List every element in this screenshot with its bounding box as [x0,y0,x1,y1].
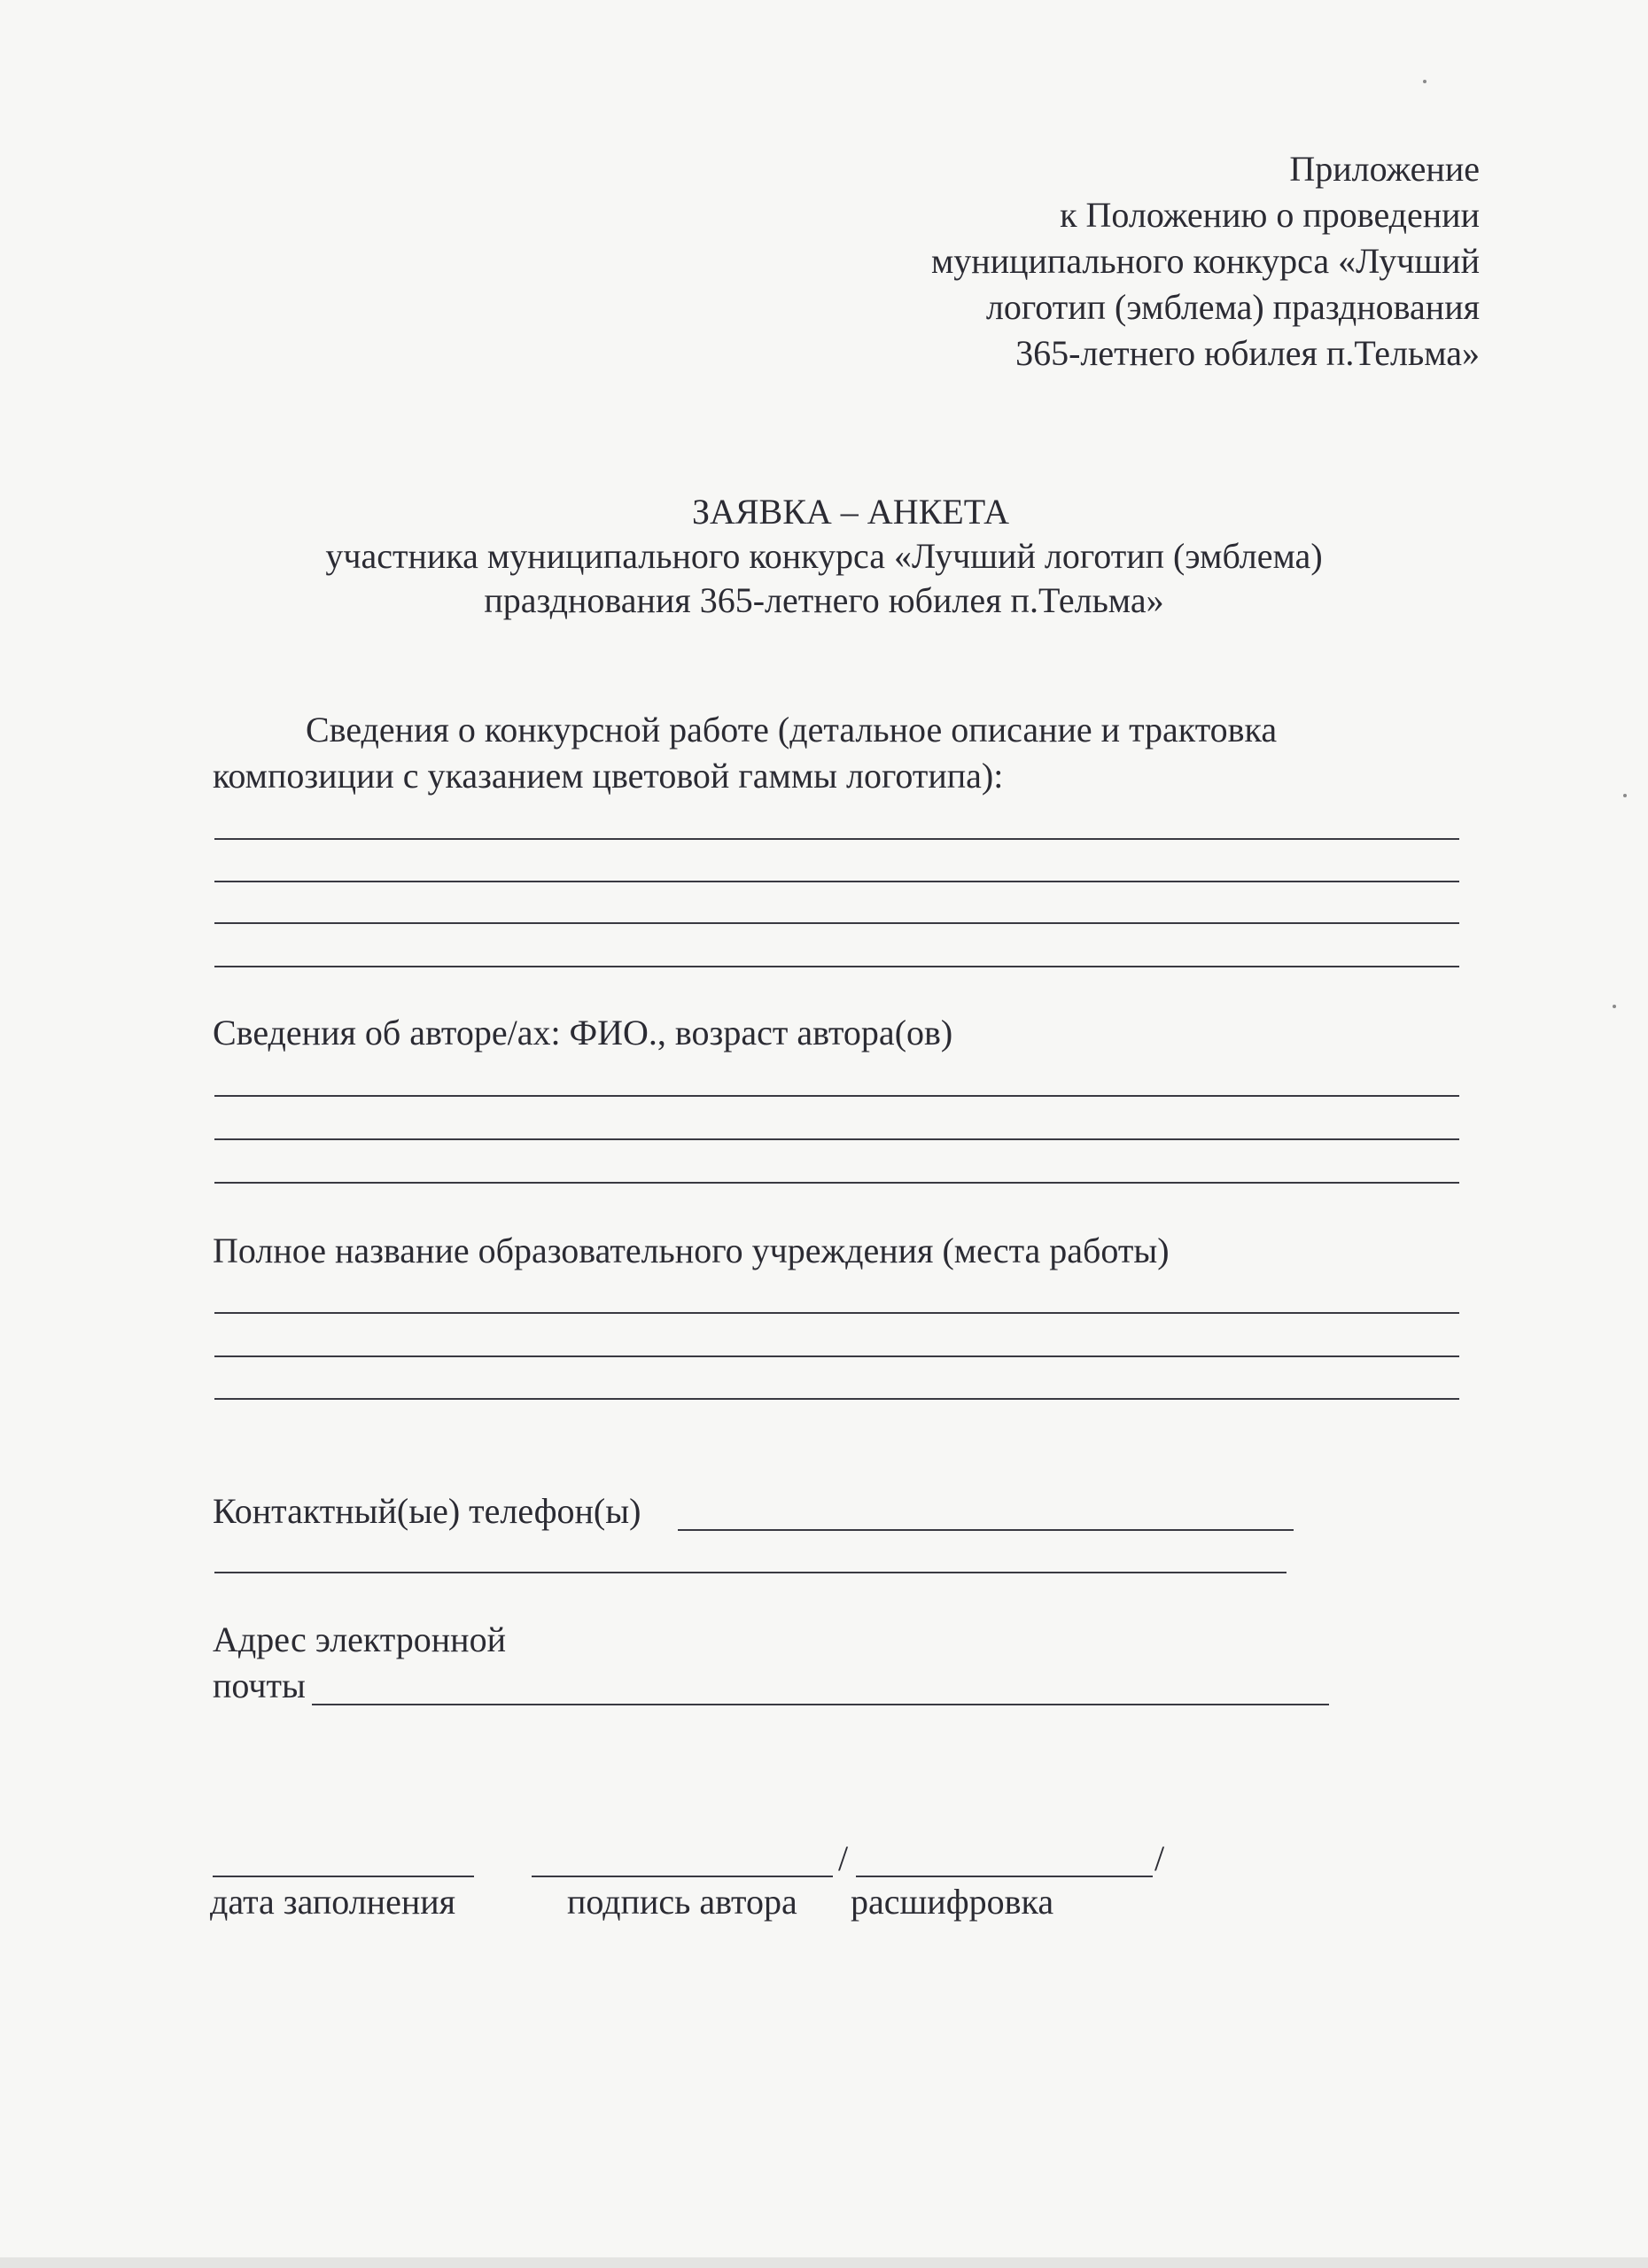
appendix-line: муниципального конкурса «Лучший [930,241,1480,281]
form-subtitle-line: участника муниципального конкурса «Лучший логотип (эмблема) [325,536,1323,576]
contact-phone-label: Контактный(ые) телефон(ы) [213,1491,641,1531]
contact-phone-line[interactable] [678,1529,1294,1531]
scan-bottom-edge [0,2257,1648,2268]
scan-speck [1623,794,1627,797]
scan-speck [1613,1005,1616,1008]
date-line[interactable] [213,1876,474,1877]
author-info-line[interactable] [214,1138,1459,1140]
institution-line[interactable] [214,1355,1459,1357]
email-label: Адрес электронной [213,1619,506,1659]
work-description-line[interactable] [214,966,1459,967]
work-section-label: Сведения о конкурсной работе (детальное описание и трактовка [306,710,1278,750]
contact-phone-line[interactable] [214,1572,1287,1573]
decoding-caption: расшифровка [851,1882,1054,1922]
author-info-line[interactable] [214,1182,1459,1184]
author-info-line[interactable] [214,1095,1459,1097]
scan-speck [1423,80,1426,83]
work-description-line[interactable] [214,922,1459,924]
decoding-line[interactable] [856,1876,1153,1877]
institution-section-label: Полное название образовательного учреждения (места работы) [213,1231,1170,1270]
appendix-note [931,146,1480,377]
appendix-line: к Положению о проведении [1060,195,1480,235]
institution-line[interactable] [214,1312,1459,1314]
author-section-label: Сведения об авторе/ах: ФИО., возраст автора(ов) [213,1013,953,1052]
work-section-label: композиции с указанием цветовой гаммы логотипа): [213,756,1004,796]
signature-line[interactable] [532,1876,833,1877]
institution-line[interactable] [214,1398,1459,1400]
signature-separator: / [1154,1838,1165,1878]
date-caption: дата заполнения [210,1882,456,1922]
appendix-line: 365-летнего юбилея п.Тельма» [1015,333,1480,373]
email-label: почты [213,1666,306,1705]
signature-caption: подпись автора [567,1882,797,1922]
signature-separator: / [838,1838,849,1878]
work-description-line[interactable] [214,838,1459,840]
work-description-line[interactable] [214,881,1459,882]
appendix-line: Приложение [1289,149,1480,189]
email-line[interactable] [312,1704,1329,1705]
form-title: ЗАЯВКА – АНКЕТА [691,492,1010,532]
form-heading [0,490,1648,623]
form-subtitle-line: празднования 365-летнего юбилея п.Тельма» [484,580,1164,620]
appendix-line: логотип (эмблема) празднования [985,287,1480,327]
